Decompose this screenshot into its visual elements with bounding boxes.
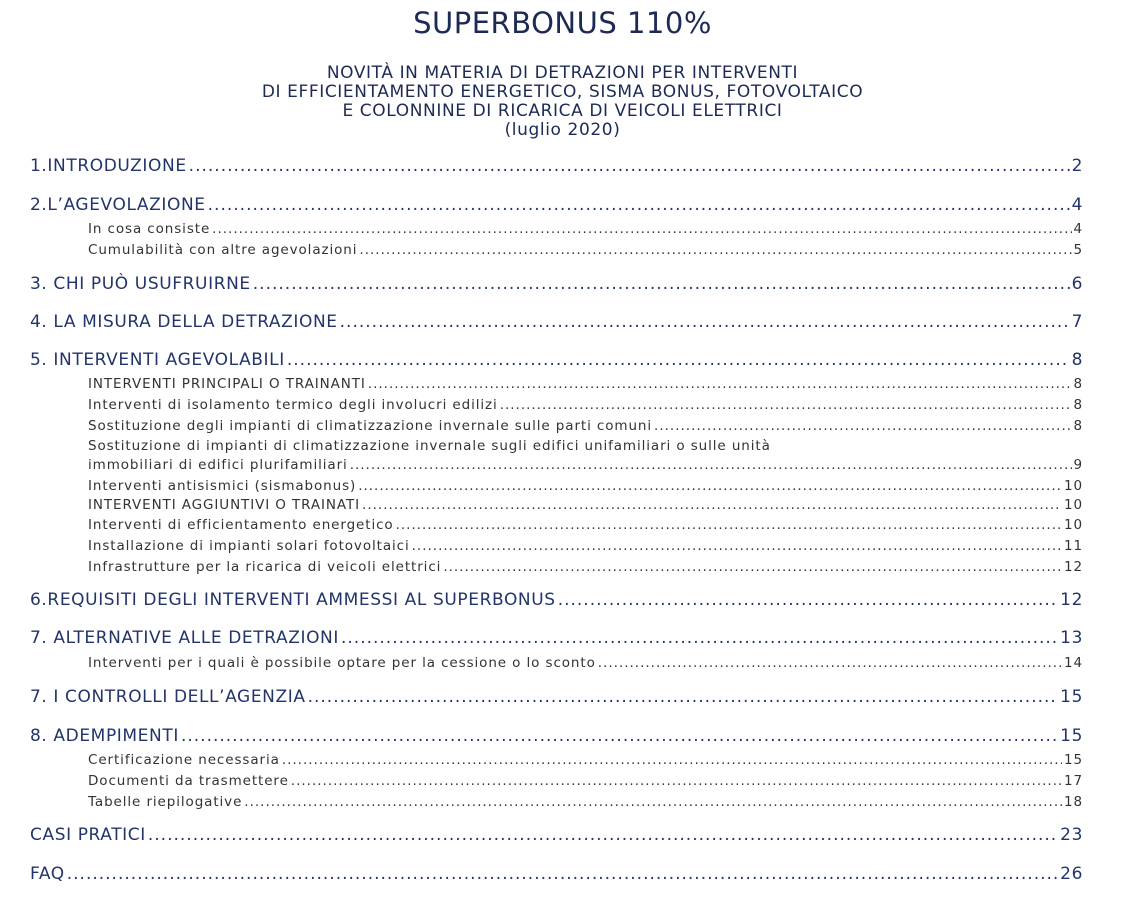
toc-entry-text: INTERVENTI PRINCIPALI O TRAINANTI: [88, 376, 366, 392]
toc-subsection[interactable]: [88, 752, 1083, 768]
toc-section[interactable]: [30, 825, 1083, 845]
dot-leader: [341, 628, 1058, 648]
toc-subsection[interactable]: [88, 538, 1083, 554]
toc-subsection[interactable]: [88, 397, 1083, 413]
toc-page-number: 13: [1060, 628, 1083, 648]
toc-section[interactable]: [30, 350, 1083, 370]
toc-entry-text: 2.L’AGEVOLAZIONE: [30, 195, 206, 215]
subtitle-line: DI EFFICIENTAMENTO ENERGETICO, SISMA BONUS, FOTOVOLTAICO: [261, 82, 864, 102]
toc-page-number: 8: [1073, 397, 1083, 413]
toc-entry-text: 3. CHI PUÒ USUFRUIRNE: [30, 274, 251, 294]
dot-leader: [244, 794, 1062, 810]
toc-page-number: 23: [1060, 825, 1083, 845]
toc-subsection[interactable]: [88, 773, 1083, 789]
toc-subsection[interactable]: [88, 559, 1083, 575]
toc-section[interactable]: [30, 864, 1083, 884]
dot-leader: [189, 156, 1070, 176]
toc-entry-text: Infrastrutture per la ricarica di veicoli elettrici: [88, 559, 442, 575]
subtitle-line: NOVITÀ IN MATERIA DI DETRAZIONI PER INTERVENTI: [326, 63, 799, 83]
toc-page-number: 12: [1064, 559, 1083, 575]
toc-entry-text: 7. ALTERNATIVE ALLE DETRAZIONI: [30, 628, 339, 648]
toc-page-number: 18: [1064, 794, 1083, 810]
toc-entry-text: Sostituzione di impianti di climatizzazione invernale sugli edifici unifamiliari o sulle unità: [88, 438, 771, 454]
subtitle-date: (luglio 2020): [504, 120, 621, 140]
toc-section[interactable]: [30, 590, 1083, 610]
toc-subsection[interactable]: [88, 655, 1083, 671]
toc-page-number: 4: [1071, 195, 1083, 215]
toc-entry-text: Interventi antisismici (sismabonus): [88, 478, 357, 494]
toc-entry-text: 8. ADEMPIMENTI: [30, 726, 179, 746]
subtitle-line: E COLONNINE DI RICARICA DI VEICOLI ELETTRICI: [342, 101, 783, 121]
dot-leader: [358, 478, 1062, 494]
dot-leader: [148, 825, 1058, 845]
dot-leader: [308, 687, 1059, 707]
toc-page-number: 12: [1060, 590, 1083, 610]
dot-leader: [443, 559, 1062, 575]
dot-leader: [208, 195, 1070, 215]
dot-leader: [500, 397, 1072, 413]
toc-entry-text: Tabelle riepilogative: [88, 794, 243, 810]
dot-leader: [368, 376, 1072, 392]
toc-entry-text: Sostituzione degli impianti di climatizzazione invernale sulle parti comuni: [88, 418, 653, 434]
toc-entry-text: immobiliari di edifici plurifamiliari: [88, 457, 348, 473]
document-title: SUPERBONUS 110%: [413, 6, 712, 40]
toc-entry-text: CASI PRATICI: [30, 825, 146, 845]
toc-entry-text: INTERVENTI AGGIUNTIVI O TRAINATI: [88, 497, 361, 513]
toc-page-number: 11: [1064, 538, 1083, 554]
toc-section[interactable]: [30, 312, 1083, 332]
toc-subsection[interactable]: [88, 376, 1083, 392]
toc-entry-line[interactable]: [88, 438, 1110, 454]
toc-entry[interactable]: [88, 457, 1083, 473]
toc-entry-text: 7. I CONTROLLI DELL’AGENZIA: [30, 687, 306, 707]
toc-entry-text: Installazione di impianti solari fotovoltaici: [88, 538, 410, 554]
toc-page-number: 14: [1064, 655, 1083, 671]
toc-entry-text: Interventi per i quali è possibile optare per la cessione o lo sconto: [88, 655, 596, 671]
toc-subsection[interactable]: [88, 497, 1083, 513]
dot-leader: [350, 457, 1072, 473]
toc-subsection[interactable]: [88, 794, 1083, 810]
toc-page-number: 8: [1073, 376, 1083, 392]
dot-leader: [181, 726, 1058, 746]
toc-page-number: 7: [1071, 312, 1083, 332]
toc-entry-text: 4. LA MISURA DELLA DETRAZIONE: [30, 312, 338, 332]
toc-entry-text: 5. INTERVENTI AGEVOLABILI: [30, 350, 285, 370]
toc-section[interactable]: [30, 195, 1083, 215]
dot-leader: [412, 538, 1062, 554]
toc-subsection[interactable]: [88, 221, 1083, 237]
toc-section[interactable]: [30, 156, 1083, 176]
toc-page-number: 10: [1064, 497, 1083, 513]
toc-page-number: 15: [1060, 687, 1083, 707]
toc-entry-text: In cosa consiste: [88, 221, 211, 237]
toc-entry-text: Cumulabilità con altre agevolazioni: [88, 242, 358, 258]
toc-page-number: 8: [1071, 350, 1083, 370]
toc-subsection[interactable]: [88, 418, 1083, 434]
toc-page-number: 26: [1060, 864, 1083, 884]
toc-page-number: 10: [1064, 517, 1083, 533]
dot-leader: [340, 312, 1070, 332]
dot-leader: [558, 590, 1058, 610]
toc-entry-text: Certificazione necessaria: [88, 752, 280, 768]
dot-leader: [362, 497, 1062, 513]
dot-leader: [654, 418, 1071, 434]
toc-page-number: 8: [1073, 418, 1083, 434]
dot-leader: [598, 655, 1062, 671]
toc-page-number: 2: [1071, 156, 1083, 176]
dot-leader: [67, 864, 1058, 884]
toc-section[interactable]: [30, 274, 1083, 294]
dot-leader: [359, 242, 1071, 258]
toc-entry-text: Interventi di isolamento termico degli involucri edilizi: [88, 397, 498, 413]
toc-page-number: 9: [1073, 457, 1083, 473]
toc-subsection[interactable]: [88, 478, 1083, 494]
toc-section[interactable]: [30, 726, 1083, 746]
toc-subsection[interactable]: [88, 517, 1083, 533]
toc-page-number: 10: [1064, 478, 1083, 494]
toc-subsection[interactable]: [88, 242, 1083, 258]
dot-leader: [287, 350, 1070, 370]
toc-section[interactable]: [30, 628, 1083, 648]
toc-page-number: 4: [1073, 221, 1083, 237]
toc-page-number: 17: [1064, 773, 1083, 789]
toc-entry-text: 1.INTRODUZIONE: [30, 156, 187, 176]
toc-page-number: 6: [1071, 274, 1083, 294]
toc-entry-text: Interventi di efficientamento energetico: [88, 517, 394, 533]
toc-section[interactable]: [30, 687, 1083, 707]
document-subtitle: [0, 64, 1125, 140]
toc-page-number: 5: [1073, 242, 1083, 258]
dot-leader: [282, 752, 1062, 768]
toc-page-number: 15: [1060, 726, 1083, 746]
dot-leader: [212, 221, 1071, 237]
toc-entry-text: 6.REQUISITI DEGLI INTERVENTI AMMESSI AL SUPERBONUS: [30, 590, 556, 610]
toc-page-number: 15: [1064, 752, 1083, 768]
dot-leader: [396, 517, 1062, 533]
dot-leader: [291, 773, 1062, 789]
toc-entry-text: Documenti da trasmettere: [88, 773, 289, 789]
toc-entry-text: FAQ: [30, 864, 65, 884]
dot-leader: [253, 274, 1070, 294]
